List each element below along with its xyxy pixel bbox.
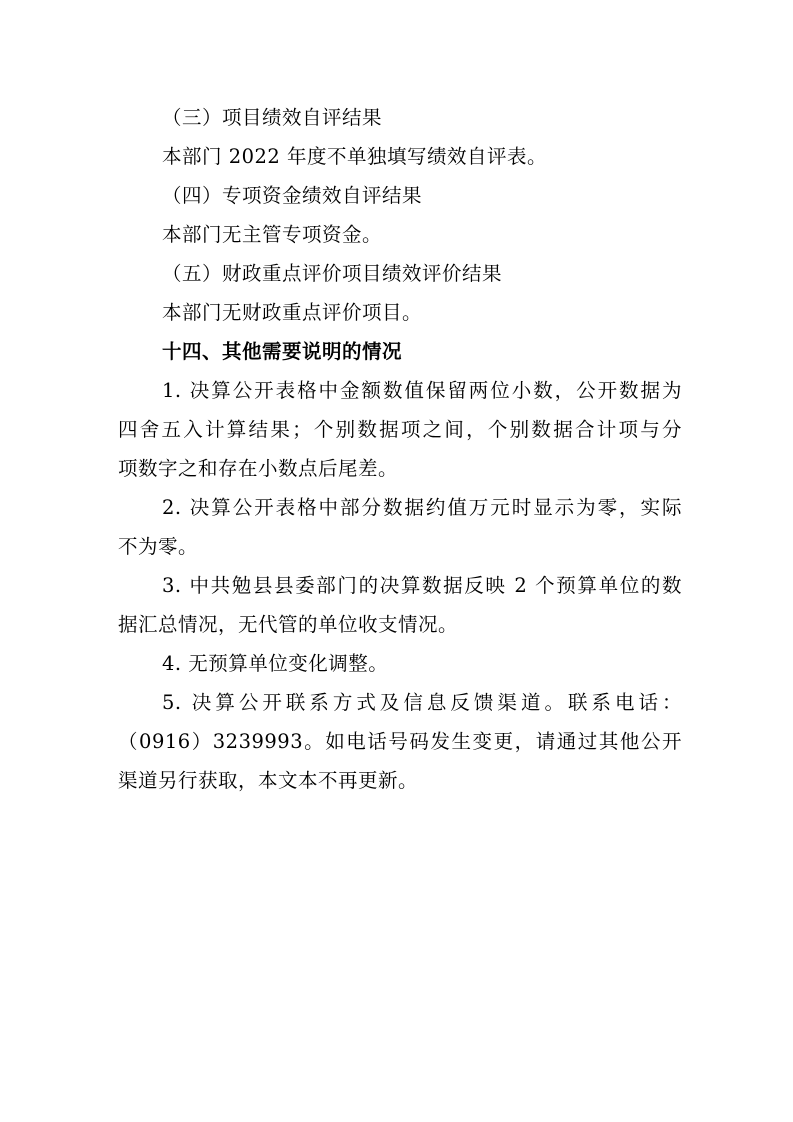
paragraph-special-funds: 本部门无主管专项资金。 bbox=[162, 223, 383, 246]
item-1-line-1: 1. 决算公开表格中金额数值保留两位小数，公开数据为 bbox=[162, 379, 682, 402]
item-3-line-1: 3. 中共勉县县委部门的决算数据反映 2 个预算单位的数 bbox=[162, 574, 682, 597]
section-heading-other-notes: 十四、其他需要说明的情况 bbox=[162, 340, 403, 363]
subheading-key-evaluation: （五）财政重点评价项目绩效评价结果 bbox=[162, 262, 503, 285]
paragraph-project-performance: 本部门 2022 年度不单独填写绩效自评表。 bbox=[162, 145, 548, 168]
subheading-special-funds: （四）专项资金绩效自评结果 bbox=[162, 184, 423, 207]
subheading-project-performance: （三）项目绩效自评结果 bbox=[162, 106, 383, 129]
item-5-line-3: 渠道另行获取，本文本不再更新。 bbox=[118, 769, 419, 792]
item-5-line-2: （0916）3239993。如电话号码发生变更，请通过其他公开 bbox=[118, 730, 682, 753]
item-1-line-2: 四舍五入计算结果；个别数据项之间，个别数据合计项与分 bbox=[118, 418, 682, 441]
paragraph-key-evaluation: 本部门无财政重点评价项目。 bbox=[162, 301, 423, 324]
item-1-line-3: 项数字之和存在小数点后尾差。 bbox=[118, 457, 399, 480]
item-2-line-2: 不为零。 bbox=[118, 535, 199, 558]
item-3-line-2: 据汇总情况，无代管的单位收支情况。 bbox=[118, 613, 459, 636]
item-4-line-1: 4. 无预算单位变化调整。 bbox=[162, 652, 389, 675]
item-2-line-1: 2. 决算公开表格中部分数据约值万元时显示为零，实际 bbox=[162, 496, 682, 519]
item-5-line-1: 5. 决算公开联系方式及信息反馈渠道。联系电话： bbox=[162, 691, 682, 714]
